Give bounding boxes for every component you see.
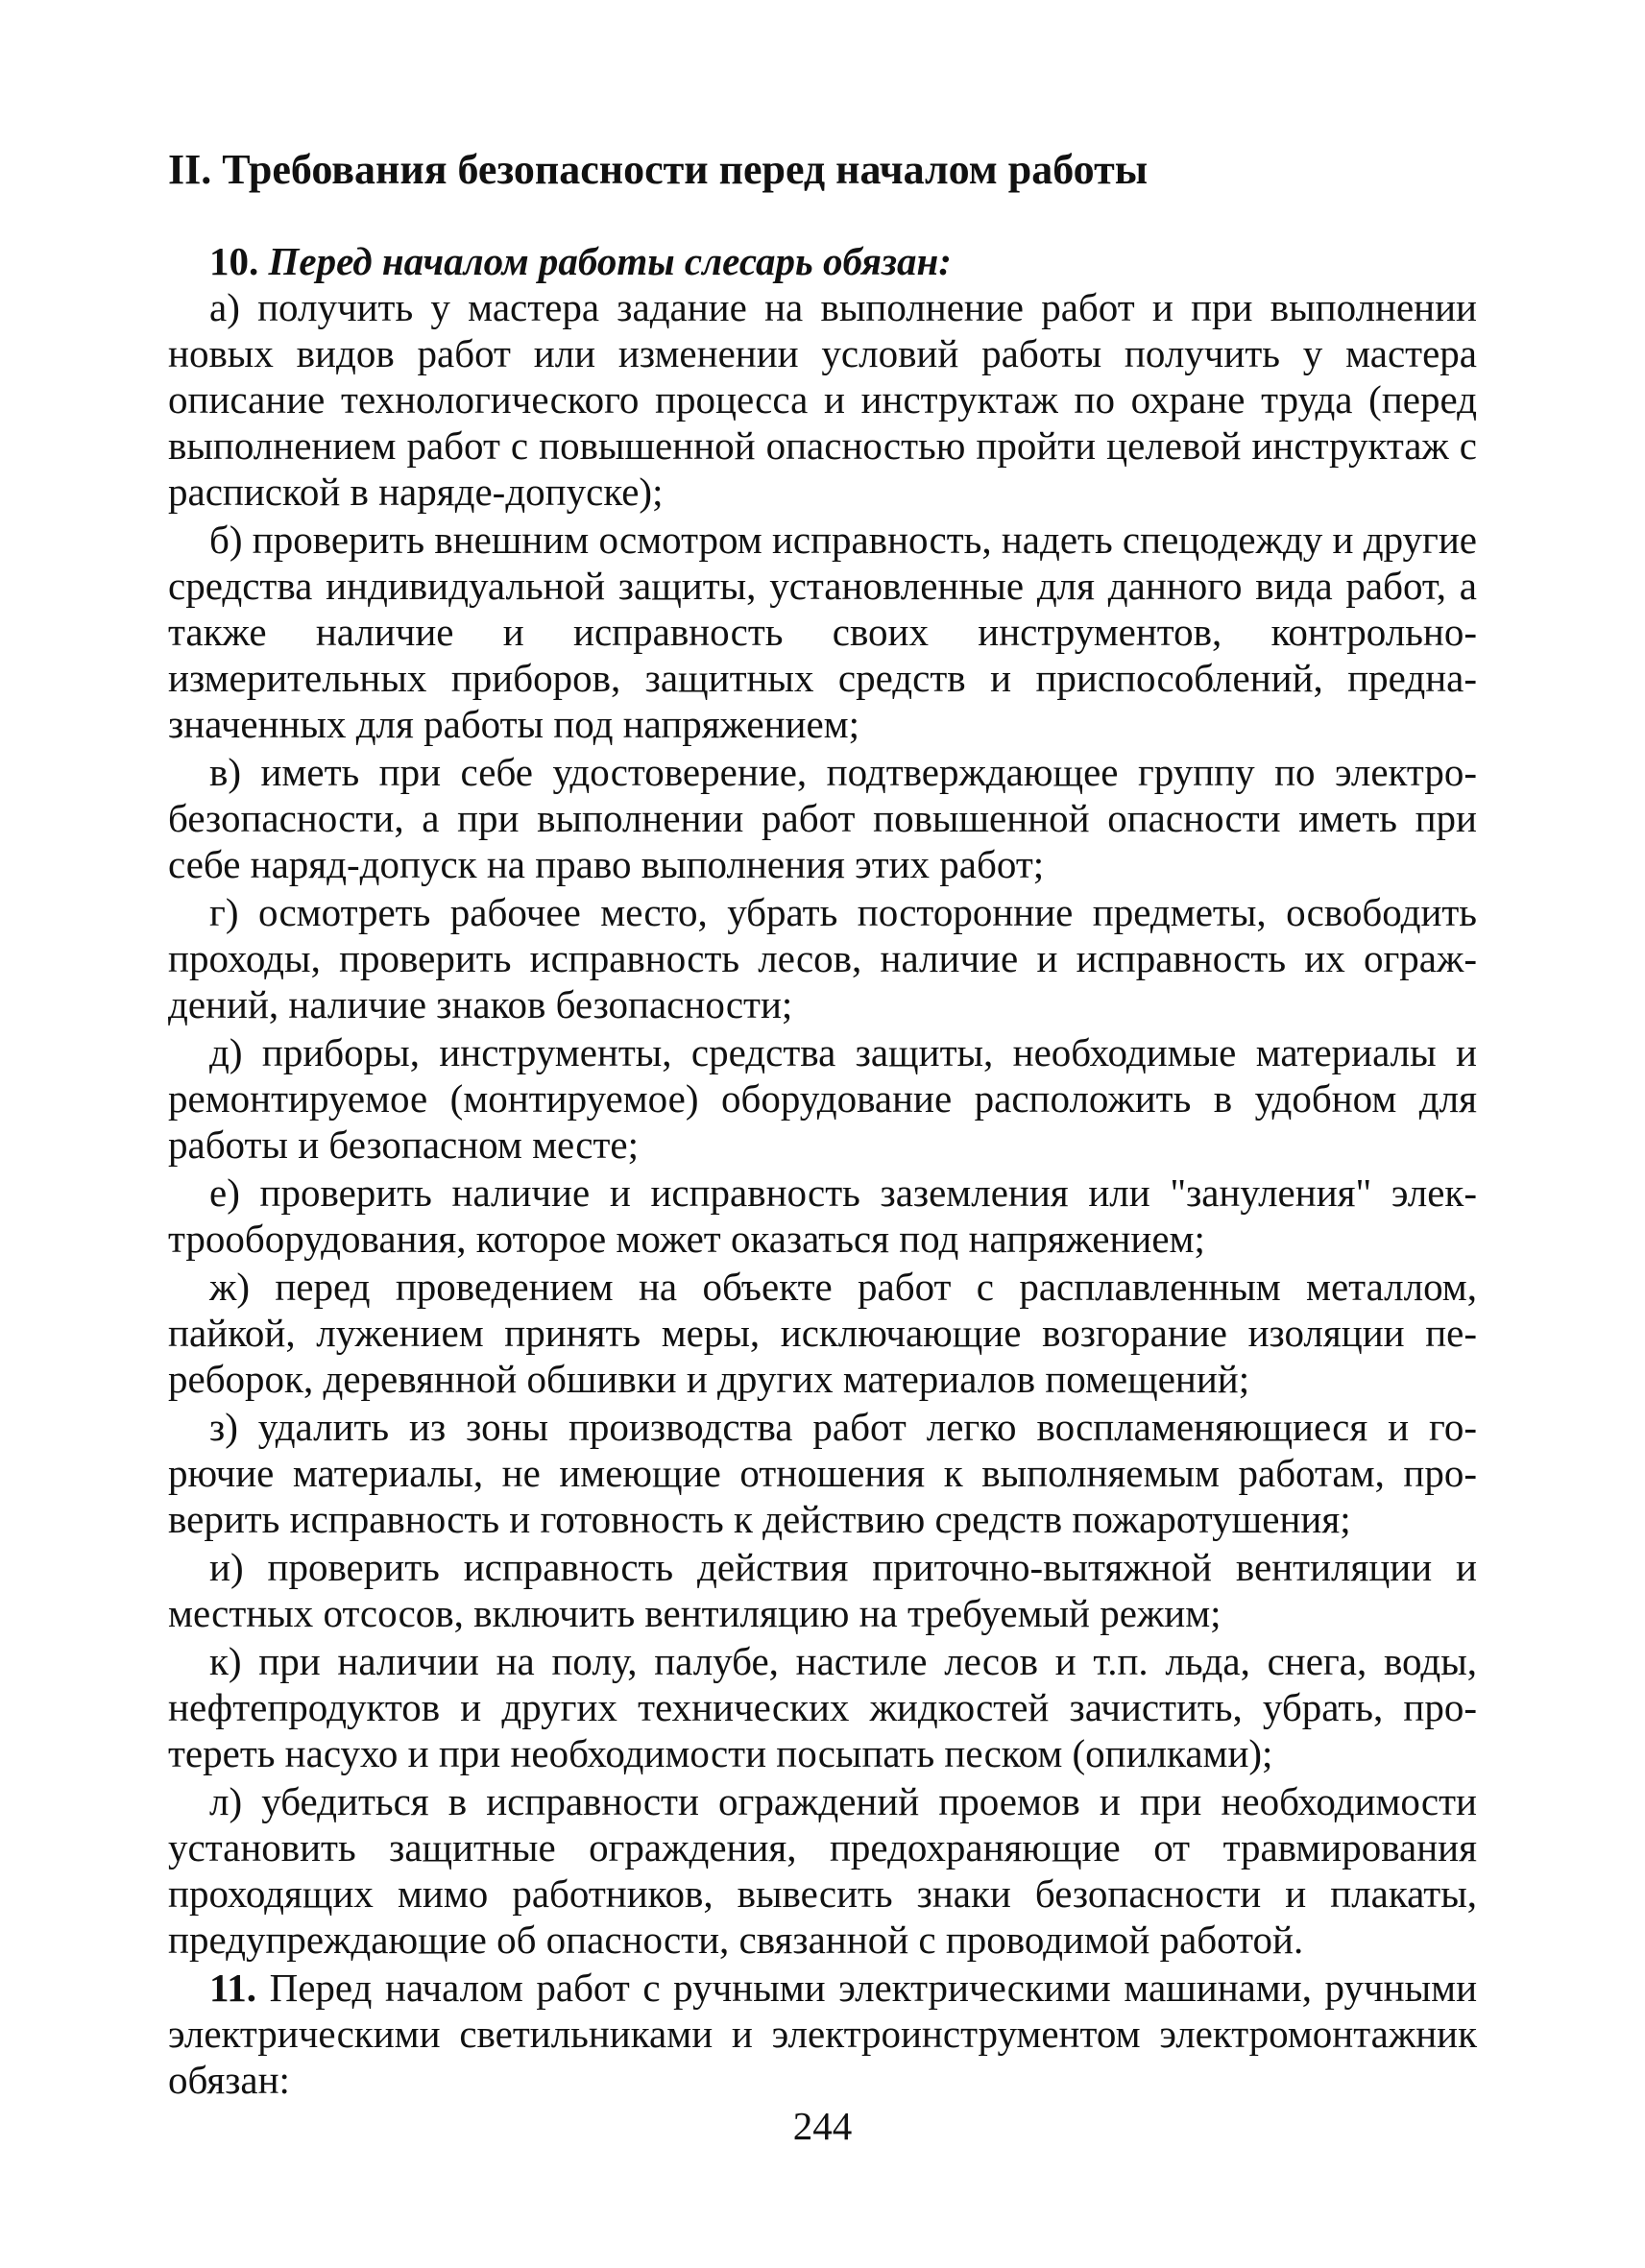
list-item-d: д) приборы, инструменты, средства защиты, необходимые материалы и ремонтируемое (монтируемое) оборудование расположить в удобном для работы и безопасном месте; bbox=[168, 1030, 1477, 1167]
list-item-g: г) осмотреть рабочее место, убрать посторонние предметы, освободить проходы, проверить исправность лесов, наличие и исправность их ограждений, наличие знаков безопасности; bbox=[168, 890, 1477, 1026]
list-item-zh: ж) перед проведением на объекте работ с расплавленным металлом, пайкой, лужением принять меры, исключающие возгорание изоляции переборок, деревянной обшивки и других материалов помещений; bbox=[168, 1265, 1477, 1401]
list-item-i: и) проверить исправность действия приточно-вытяжной вентиляции и местных отсосов, включить вентиляцию на требуемый режим; bbox=[168, 1545, 1477, 1635]
list-item-k: к) при наличии на полу, палубе, настиле лесов и т.п. льда, снега, воды, нефтепродуктов и других технических жидкостей зачистить, убрать, протереть насухо и при необходимости посыпать песком (опилками); bbox=[168, 1639, 1477, 1775]
clause-10-lead-text: Перед началом работы слесарь обязан: bbox=[268, 239, 952, 283]
list-item-v: в) иметь при себе удостоверение, подтверждающее группу по электробезопасности, а при выполнении работ повышенной опасности иметь при себе наряд-допуск на право выполнения этих работ; bbox=[168, 750, 1477, 886]
page-number: 244 bbox=[792, 2104, 853, 2148]
document-page bbox=[168, 144, 1477, 2103]
clause-11 bbox=[168, 1965, 1477, 2103]
list-item-a: а) получить у мастера задание на выполнение работ и при выполнении новых видов работ или изменении условий работы получить у мастера описание технологического процесса и инструктаж по охране труда (перед выполнением работ с повышенной опасностью пройти целевой инструктаж с распиской в наряде-допуске); bbox=[168, 285, 1477, 514]
list-item-b: б) проверить внешним осмотром исправность, надеть спецодежду и другие средства индивидуальной защиты, установленные для данного вида работ, а также наличие и исправность своих инструментов, контрольно-измерительных приборов, защитных средств и приспособлений, предназначенных для работы под напряжением; bbox=[168, 518, 1477, 746]
clause-10-lead bbox=[168, 238, 1477, 284]
clause-11-number: 11. bbox=[209, 1966, 256, 2010]
list-item-z: з) удалить из зоны производства работ легко воспламеняющиеся и горючие материалы, не имеющие отношения к выполняемым работам, проверить исправность и готовность к действию средств пожаротушения; bbox=[168, 1405, 1477, 1541]
clause-10-number: 10. bbox=[209, 239, 259, 283]
list-item-e: е) проверить наличие и исправность заземления или "зануления" электрооборудования, которое может оказаться под напряжением; bbox=[168, 1170, 1477, 1261]
section-heading: II. Требования безопасности перед началом работы bbox=[168, 146, 1149, 193]
clause-11-text: Перед началом работ с ручными электрическими машинами, ручными электрическими светильниками и электроинструментом электромонтажник обязан: bbox=[168, 1966, 1478, 2102]
list-item-l: л) убедиться в исправности ограждений проемов и при необходимости установить защитные ограждения, предохраняющие от травмирования проходящих мимо работников, вывесить знаки безопасности и плакаты, предупреждающие об опасности, связанной с проводимой работой. bbox=[168, 1779, 1477, 1962]
